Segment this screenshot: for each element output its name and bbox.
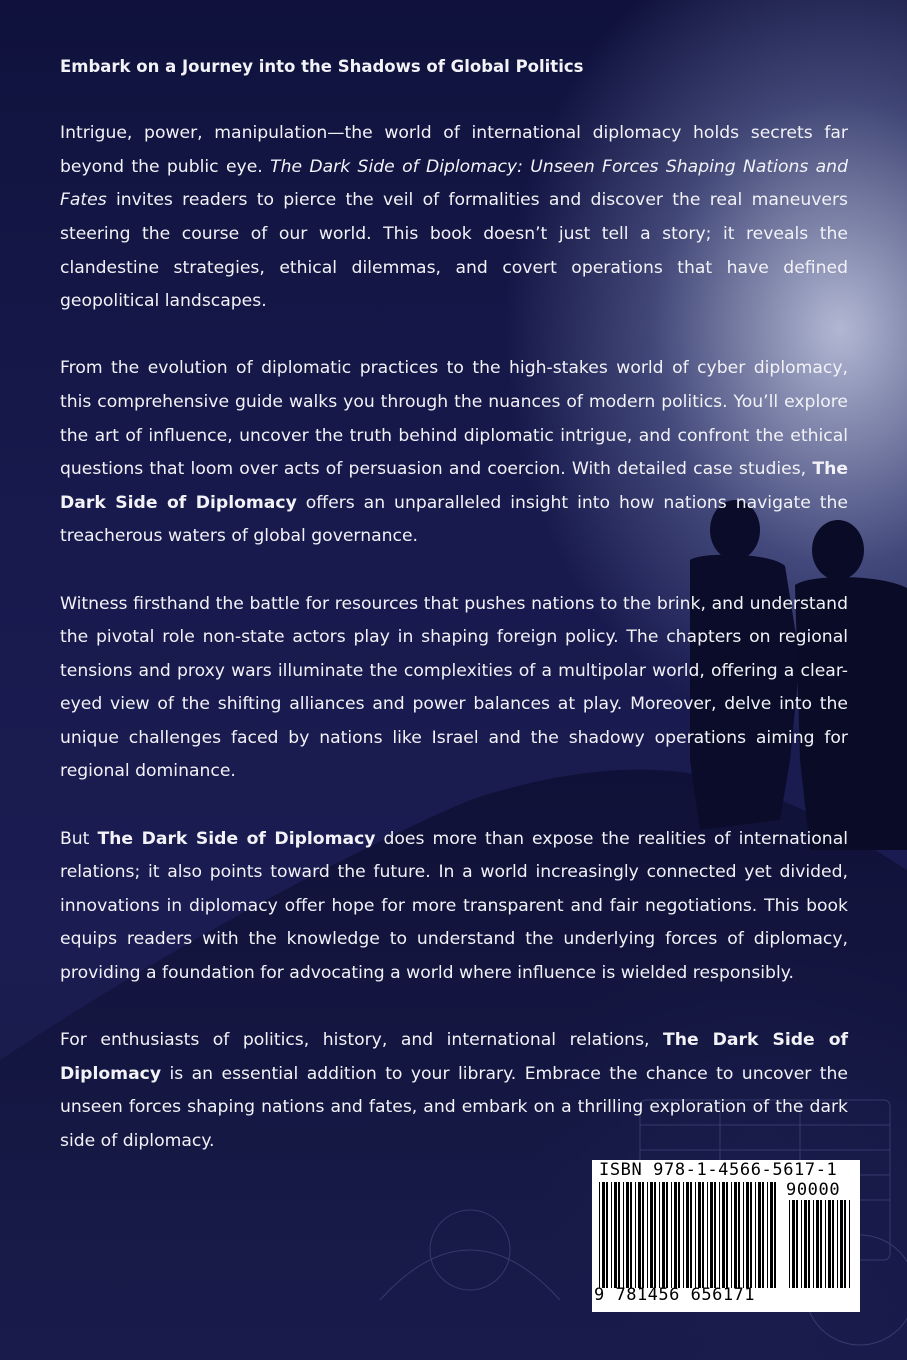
barcode-bar bbox=[671, 1182, 672, 1288]
barcode-bar bbox=[654, 1182, 656, 1288]
paragraph-1 bbox=[60, 117, 848, 319]
barcode-bar bbox=[837, 1200, 838, 1288]
paragraph-4-end: does more than expose the realities of international relations; it also points toward the future. In a world increasingly connected yet divided, innovations in diplomacy offer hope for more transparent and fair negotiations. This book equips readers with the knowledge to understand the underlying forces of diplomacy, providing a foundation for advocating a world where influence is wielded responsibly. bbox=[60, 828, 849, 984]
barcode-bar bbox=[767, 1182, 768, 1288]
barcode-bar bbox=[731, 1182, 732, 1288]
barcode-bar bbox=[674, 1182, 677, 1288]
book-title-italic: The Dark Side of Diplomacy: Unseen Forces Shaping Nations and Fates bbox=[60, 156, 848, 211]
barcode-bar bbox=[635, 1182, 636, 1288]
blurb-heading: Embark on a Journey into the Shadows of Global Politics bbox=[60, 57, 584, 76]
barcode-bar bbox=[707, 1182, 708, 1288]
paragraph-2 bbox=[60, 352, 848, 554]
barcode-bar bbox=[630, 1182, 632, 1288]
barcode-bar bbox=[825, 1200, 826, 1288]
barcode-bar bbox=[602, 1182, 605, 1288]
barcode-bar bbox=[606, 1182, 608, 1288]
barcode-bar bbox=[849, 1200, 850, 1288]
barcode-bar bbox=[840, 1200, 843, 1288]
barcode-bar bbox=[614, 1182, 617, 1288]
barcode-bar bbox=[650, 1182, 653, 1288]
barcode-bar bbox=[816, 1200, 819, 1288]
paragraph-4 bbox=[60, 823, 848, 991]
barcode-bar bbox=[623, 1182, 624, 1288]
barcode-bar bbox=[738, 1182, 740, 1288]
barcode-bar bbox=[828, 1200, 831, 1288]
barcode-bar bbox=[758, 1182, 761, 1288]
book-title-bold: The Dark Side of Diplomacy bbox=[60, 459, 848, 513]
barcode-bar bbox=[743, 1182, 744, 1288]
barcode-bar bbox=[698, 1182, 701, 1288]
barcode-bar bbox=[789, 1200, 790, 1288]
barcode-bar bbox=[642, 1182, 644, 1288]
barcode-bar bbox=[662, 1182, 665, 1288]
barcode-bar bbox=[626, 1182, 629, 1288]
barcode-bar bbox=[686, 1182, 689, 1288]
barcode-bar bbox=[750, 1182, 752, 1288]
blurb-text bbox=[60, 50, 848, 1192]
barcode-bar bbox=[726, 1182, 728, 1288]
barcode-bar bbox=[770, 1182, 773, 1288]
paragraph-5-start: For enthusiasts of politics, history, and international relations, bbox=[60, 1030, 663, 1051]
barcode-bar bbox=[678, 1182, 680, 1288]
barcode-bar bbox=[710, 1182, 713, 1288]
barcode-bar bbox=[832, 1200, 834, 1288]
barcode-bar bbox=[666, 1182, 668, 1288]
barcode-bar bbox=[647, 1182, 648, 1288]
paragraph-4-start: But bbox=[60, 828, 98, 849]
barcode-bar bbox=[813, 1200, 814, 1288]
barcode-bar bbox=[722, 1182, 725, 1288]
barcode-bar bbox=[690, 1182, 692, 1288]
paragraph-2-end: offers an unparalleled insight into how nations navigate the treacherous waters of global governance. bbox=[60, 492, 848, 547]
barcode-bar bbox=[638, 1182, 641, 1288]
ean-digits: 9 781456 656171 bbox=[594, 1285, 756, 1305]
barcode-bar bbox=[801, 1200, 802, 1288]
barcode-bar bbox=[820, 1200, 822, 1288]
barcode-bar bbox=[808, 1200, 810, 1288]
barcode-bar bbox=[702, 1182, 704, 1288]
paragraph-2-start: From the evolution of diplomatic practices to the high-stakes world of cyber diplomacy, this comprehensive guide walks you through the nuances of modern politics. You’ll explore the art of influence, uncover the truth behind diplomatic intrigue, and confront the ethical questions that loom over acts of persuasion and coercion. With detailed case studies, bbox=[60, 358, 848, 480]
barcode-bar bbox=[755, 1182, 756, 1288]
barcode-bar bbox=[762, 1182, 764, 1288]
addon-bars bbox=[788, 1200, 852, 1288]
price-addon-label: 90000 bbox=[786, 1180, 841, 1200]
barcode-bar bbox=[599, 1182, 600, 1288]
ean-bars bbox=[598, 1182, 778, 1288]
isbn-barcode bbox=[592, 1160, 860, 1312]
barcode-bar bbox=[804, 1200, 807, 1288]
book-title-bold: The Dark Side of Diplomacy bbox=[97, 828, 376, 849]
barcode-bar bbox=[844, 1200, 846, 1288]
book-title-bold: The Dark Side of Diplomacy bbox=[60, 1030, 848, 1084]
barcode-bar bbox=[611, 1182, 612, 1288]
barcode-bar bbox=[618, 1182, 620, 1288]
barcode-bar bbox=[659, 1182, 660, 1288]
barcode-bar bbox=[719, 1182, 720, 1288]
paragraph-1-start: Intrigue, power, manipulation—the world of international diplomacy holds secrets far beyond the public eye. bbox=[60, 123, 848, 177]
barcode-bar bbox=[683, 1182, 684, 1288]
paragraph-3: Witness firsthand the battle for resources that pushes nations to the brink, and understand the pivotal role non-state actors play in shaping foreign policy. The chapters on regional tensions and proxy wars illuminate the complexities of a multipolar world, offering a clear-eyed view of the shifting alliances and power balances at play. Moreover, delve into the unique challenges faced by nations like Israel and the shadowy operations aiming for regional dominance. bbox=[60, 593, 848, 782]
barcode-bar bbox=[695, 1182, 696, 1288]
barcode-bar bbox=[796, 1200, 798, 1288]
paragraph-5-end: is an essential addition to your library. Embrace the chance to uncover the unseen forces shaping nations and fates, and embark on a thrilling exploration of the dark side of diplomacy. bbox=[60, 1063, 848, 1151]
barcode-bar bbox=[714, 1182, 716, 1288]
paragraph-1-end: invites readers to pierce the veil of formalities and discover the real maneuvers steering the course of our world. This book doesn’t just tell a story; it reveals the clandestine strategies, ethical dilemmas, and covert operations that have defined geopolitical landscapes. bbox=[60, 190, 848, 312]
isbn-label: ISBN 978-1-4566-5617-1 bbox=[599, 1160, 838, 1180]
barcode-bar bbox=[734, 1182, 737, 1288]
barcode-bar bbox=[774, 1182, 776, 1288]
paragraph-5 bbox=[60, 1024, 848, 1158]
barcode-bar bbox=[746, 1182, 749, 1288]
barcode-bar bbox=[792, 1200, 795, 1288]
